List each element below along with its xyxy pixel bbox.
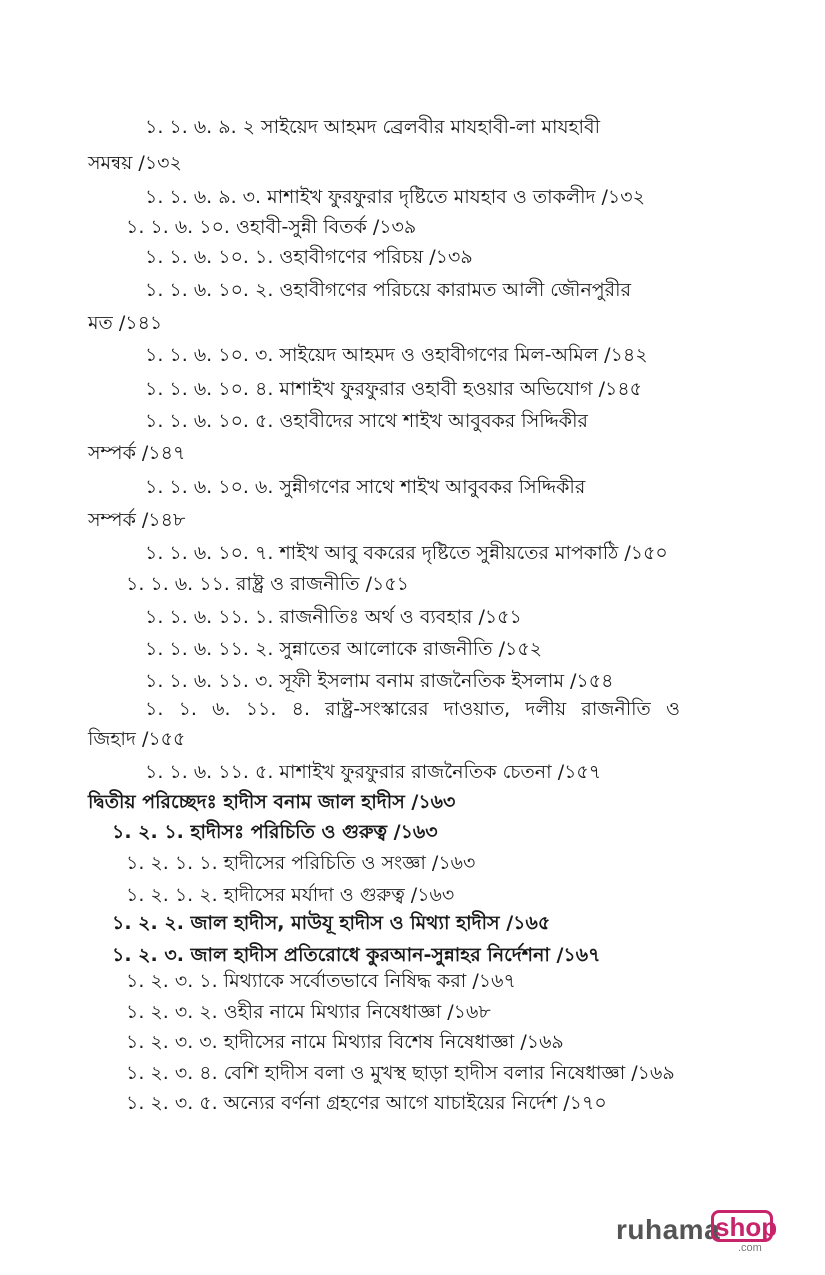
toc-entry: ১. ১. ৬. ৯. ২ সাইয়েদ আহমদ ব্রেলবীর মাযহাবী-লা মাযহাবী [145, 116, 601, 138]
justify-word: ১. [178, 698, 197, 720]
toc-entry: ১. ১. ৬. ১০. ১. ওহাবীগণের পরিচয় /১৩৯ [145, 246, 473, 268]
toc-entry: ১. ১. ৬. ১০. ৬. সুন্নীগণের সাথে শাইখ আবুবকর সিদ্দিকীর [145, 476, 586, 498]
toc-entry: ১. ১. ৬. ১০. ২. ওহাবীগণের পরিচয়ে কারামত আলী জৌনপুরীর [145, 279, 632, 301]
toc-entry-justified [145, 692, 680, 726]
ruhamashop-logo [616, 1208, 786, 1258]
toc-entry: ১. ১. ৬. ১১. ১. রাজনীতিঃ অর্থ ও ব্যবহার /১৫১ [145, 606, 522, 628]
toc-entry-continuation: জিহাদ /১৫৫ [88, 728, 186, 750]
section-heading: ১. ২. ১. হাদীসঃ পরিচিতি ও গুরুত্ব /১৬৩ [112, 821, 438, 843]
justify-word: রাজনীতি [581, 698, 651, 720]
toc-entry: ১. ২. ৩. ৪. বেশি হাদীস বলা ও মুখস্থ ছাড়া হাদীস বলার নিষেধাজ্ঞা /১৬৯ [126, 1062, 675, 1084]
justify-word: দলীয় [525, 698, 567, 720]
toc-entry: ১. ১. ৬. ১০. ৫. ওহাবীদের সাথে শাইখ আবুবকর সিদ্দিকীর [145, 410, 588, 432]
justify-word: রাষ্ট্র-সংস্কারের [325, 698, 429, 720]
toc-entry: ১. ১. ৬. ১০. ওহাবী-সুন্নী বিতর্ক /১৩৯ [126, 216, 417, 238]
justify-word: ও [666, 698, 680, 720]
toc-entry: ১. ১. ৬. ১০. ৩. সাইয়েদ আহমদ ও ওহাবীগণের মিল-অমিল /১৪২ [145, 344, 648, 366]
toc-entry: ১. ১. ৬. ১১. ৫. মাশাইখ ফুরফুরার রাজনৈতিক চেতনা /১৫৭ [145, 761, 602, 783]
toc-entry-continuation: সম্পর্ক /১৪৭ [88, 442, 186, 464]
logo-com-text: .com [738, 1242, 762, 1254]
toc-entry: ১. ১. ৬. ১১. ২. সুন্নাতের আলোকে রাজনীতি /১৫২ [145, 638, 543, 660]
toc-entry: ১. ২. ৩. ১. মিথ্যাকে সর্বোতভাবে নিষিদ্ধ করা /১৬৭ [126, 970, 516, 992]
toc-entry: ১. ১. ৬. ১১. রাষ্ট্র ও রাজনীতি /১৫১ [126, 573, 409, 595]
justify-word: ১১. [245, 698, 277, 720]
toc-entry: ১. ২. ৩. ২. ওহীর নামে মিথ্যার নিষেধাজ্ঞা /১৬৮ [126, 1001, 491, 1023]
justify-word: ৬. [212, 698, 231, 720]
toc-entry-continuation: সম্পর্ক /১৪৮ [88, 509, 186, 531]
toc-entry: ১. ২. ১. ২. হাদীসের মর্যাদা ও গুরুত্ব /১৬৩ [126, 884, 455, 906]
justify-word: ১. [145, 698, 164, 720]
toc-entry: ১. ১. ৬. ১১. ৩. সূফী ইসলাম বনাম রাজনৈতিক ইসলাম /১৫৪ [145, 670, 614, 692]
toc-entry-continuation: সমন্বয় /১৩২ [88, 152, 182, 174]
chapter-heading: দ্বিতীয় পরিচ্ছেদঃ হাদীস বনাম জাল হাদীস /১৬৩ [88, 791, 456, 813]
logo-shop-text: shop [715, 1212, 778, 1242]
toc-entry: ১. ১. ৬. ৯. ৩. মাশাইখ ফুরফুরার দৃষ্টিতে মাযহাব ও তাকলীদ /১৩২ [145, 186, 645, 208]
toc-entry: ১. ২. ১. ১. হাদীসের পরিচিতি ও সংজ্ঞা /১৬৩ [126, 852, 476, 874]
toc-entry: ১. ১. ৬. ১০. ৭. শাইখ আবু বকরের দৃষ্টিতে সুন্নীয়তের মাপকাঠি /১৫০ [145, 542, 668, 564]
section-heading: ১. ২. ৩. জাল হাদীস প্রতিরোধে কুরআন-সুন্নাহর নির্দেশনা /১৬৭ [112, 944, 601, 966]
toc-entry: ১. ২. ৩. ৫. অন্যের বর্ণনা গ্রহণের আগে যাচাইয়ের নির্দেশ /১৭০ [126, 1092, 607, 1114]
justify-word: দাওয়াত, [443, 698, 511, 720]
toc-entry: ১. ১. ৬. ১০. ৪. মাশাইখ ফুরফুরার ওহাবী হওয়ার অভিযোগ /১৪৫ [145, 378, 643, 400]
toc-entry-continuation: মত /১৪১ [88, 312, 163, 334]
logo-ruhama-text: ruhama [616, 1214, 721, 1245]
toc-entry: ১. ২. ৩. ৩. হাদীসের নামে মিথ্যার বিশেষ নিষেধাজ্ঞা /১৬৯ [126, 1031, 564, 1053]
section-heading: ১. ২. ২. জাল হাদীস, মাউযূ হাদীস ও মিথ্যা হাদীস /১৬৫ [112, 912, 551, 934]
justify-word: ৪. [291, 698, 310, 720]
